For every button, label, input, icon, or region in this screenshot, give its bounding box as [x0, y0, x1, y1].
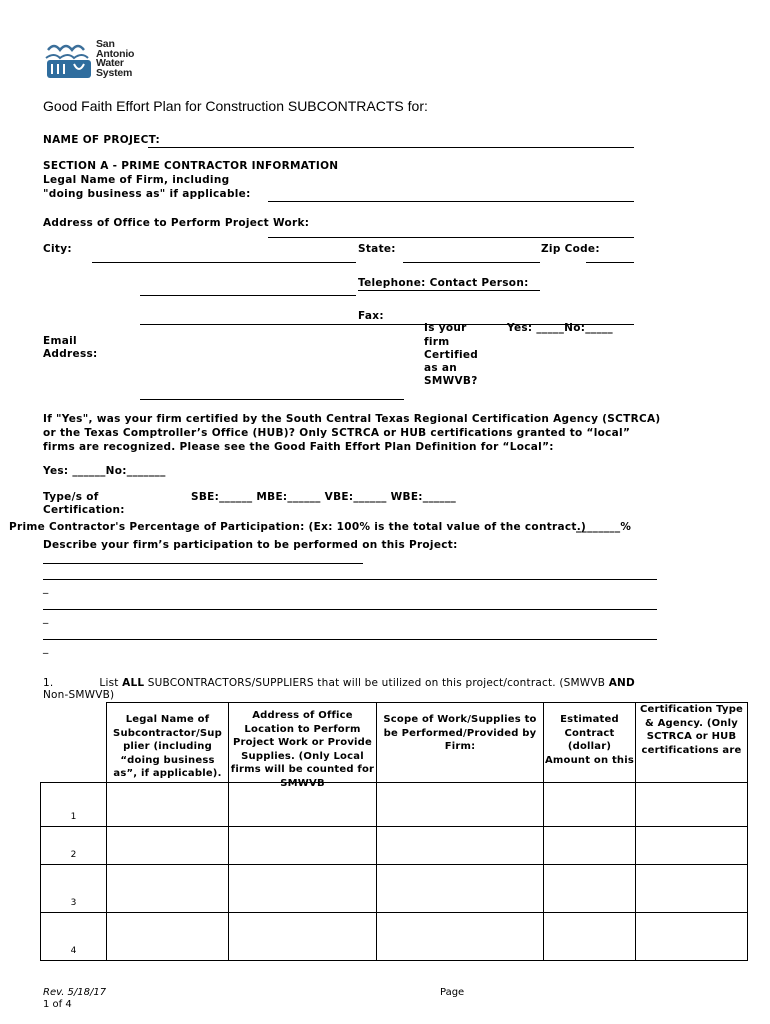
contact-person-field[interactable]	[358, 290, 540, 291]
certified-question-4: as an	[424, 362, 458, 374]
describe-dash-1: _	[43, 582, 49, 594]
intro-end: Non-SMWVB)	[43, 689, 115, 701]
certified-question-5: SMWVB?	[424, 375, 478, 387]
city-label: City:	[43, 243, 72, 255]
telephone-field[interactable]	[140, 295, 356, 296]
project-name-label: NAME OF PROJECT:	[43, 134, 161, 146]
table-header-row	[41, 703, 748, 783]
table-cell[interactable]	[377, 913, 544, 961]
describe-field-line-4[interactable]	[43, 639, 657, 640]
address-label: Address of Office to Perform Project Work:	[43, 217, 310, 229]
project-name-field[interactable]	[148, 147, 634, 148]
footer-page-label: Page	[440, 987, 465, 998]
logo-text: San Antonio Water System	[96, 38, 135, 79]
table-cell[interactable]	[377, 865, 544, 913]
table-cell[interactable]	[636, 827, 748, 865]
row-number: 1	[41, 783, 107, 827]
describe-dash-2: _	[43, 612, 49, 624]
table-cell[interactable]	[107, 865, 229, 913]
city-field[interactable]	[92, 262, 356, 263]
intro-all: ALL	[122, 677, 145, 689]
table-cell[interactable]	[107, 827, 229, 865]
cert-type-label-1: Type/s of	[43, 491, 99, 503]
header-scope	[377, 703, 544, 783]
certified-question-3: Certified	[424, 349, 479, 361]
address-field[interactable]	[268, 237, 634, 238]
header-estimated-amount-text: Estimated Contract (dollar) Amount on this	[544, 714, 635, 766]
table-cell[interactable]	[107, 913, 229, 961]
header-legal-name-text: Legal Name of Subcontractor/Sup plier (including “doing business as”, if applicable).	[113, 714, 222, 779]
describe-dash-3: _	[43, 642, 49, 654]
subcontractor-table	[40, 702, 748, 961]
describe-field-line-3[interactable]	[43, 609, 657, 610]
table-cell[interactable]	[636, 865, 748, 913]
zip-label: Zip Code:	[541, 243, 600, 255]
state-label: State:	[358, 243, 396, 255]
table-cell[interactable]	[107, 783, 229, 827]
table-cell[interactable]	[229, 865, 377, 913]
intro-mid: SUBCONTRACTORS/SUPPLIERS that will be utilized on this project/contract. (SMWVB	[144, 677, 609, 689]
certified-yes-no[interactable]: Yes: _____No:_____	[507, 322, 613, 334]
cert-type-label-2: Certification:	[43, 504, 125, 516]
table-row	[41, 865, 748, 913]
table-cell[interactable]	[377, 827, 544, 865]
table-cell[interactable]	[229, 827, 377, 865]
certified-question-2: firm	[424, 336, 450, 348]
page-title: Good Faith Effort Plan for Construction SUBCONTRACTS for:	[43, 98, 428, 114]
header-estimated-amount	[544, 703, 636, 783]
header-blank-cell	[41, 703, 107, 783]
cert-note-line-3: firms are recognized. Please see the Good Faith Effort Plan Definition for “Local”:	[43, 441, 554, 453]
table-row	[41, 827, 748, 865]
zip-field[interactable]	[586, 262, 634, 263]
certified-question-1: Is your	[424, 322, 467, 334]
table-cell[interactable]	[544, 827, 636, 865]
row-number: 4	[41, 913, 107, 961]
email-field[interactable]	[140, 399, 404, 400]
fax-label: Fax:	[358, 310, 384, 322]
table-cell[interactable]	[544, 783, 636, 827]
intro-pre: List	[99, 677, 123, 689]
section-a-heading: SECTION A - PRIME CONTRACTOR INFORMATION	[43, 160, 339, 172]
email-label-1: Email	[43, 335, 77, 347]
table-cell[interactable]	[636, 913, 748, 961]
describe-field-line-1[interactable]	[43, 563, 363, 564]
state-field[interactable]	[403, 262, 540, 263]
header-address-text: Address of Office Location to Perform Project Work or Provide Supplies. (Only Local firms will be counted for SMWVB	[230, 710, 375, 789]
header-certification	[636, 703, 748, 783]
header-certification-text: Certification Type & Agency. (Only SCTRCA or HUB certifications are	[639, 704, 744, 756]
header-address	[229, 703, 377, 789]
legal-name-label-2: "doing business as" if applicable:	[43, 188, 251, 200]
intro-and: AND	[608, 677, 635, 689]
table-cell[interactable]	[377, 783, 544, 827]
table-cell[interactable]	[544, 865, 636, 913]
table-row	[41, 783, 748, 827]
describe-label: Describe your firm’s participation to be performed on this Project:	[43, 539, 458, 551]
describe-field-line-2[interactable]	[43, 579, 657, 580]
cert-note-line-1: If "Yes", was your firm certified by the South Central Texas Regional Certification Agency (SCTRCA)	[43, 413, 661, 425]
cert-note-line-2: or the Texas Comptroller’s Office (HUB)? Only SCTRCA or HUB certifications granted to “local”	[43, 427, 631, 439]
table-row	[41, 913, 748, 961]
header-legal-name	[107, 703, 229, 783]
participation-percentage-field[interactable]: ________%	[576, 521, 632, 533]
footer-page-of: 1 of 4	[43, 999, 72, 1010]
legal-name-field[interactable]	[268, 201, 634, 202]
table-cell[interactable]	[636, 783, 748, 827]
row-number: 3	[41, 865, 107, 913]
telephone-label: Telephone: Contact Person:	[358, 277, 529, 289]
legal-name-label-1: Legal Name of Firm, including	[43, 174, 230, 186]
email-label-2: Address:	[43, 348, 98, 360]
table-cell[interactable]	[229, 913, 377, 961]
subcontractor-intro	[43, 677, 635, 689]
header-scope-text: Scope of Work/Supplies to be Performed/Provided by Firm:	[383, 714, 537, 752]
intro-number: 1.	[43, 677, 54, 689]
participation-percentage-label: Prime Contractor's Percentage of Participation: (Ex: 100% is the total value of the contract.)	[9, 521, 587, 533]
footer-revision: Rev. 5/18/17	[43, 987, 107, 998]
cert-types[interactable]: SBE:______ MBE:______ VBE:______ WBE:______	[191, 491, 457, 503]
row-number: 2	[41, 827, 107, 865]
table-cell[interactable]	[544, 913, 636, 961]
cert-yes-no[interactable]: Yes: ______No:_______	[43, 465, 166, 477]
